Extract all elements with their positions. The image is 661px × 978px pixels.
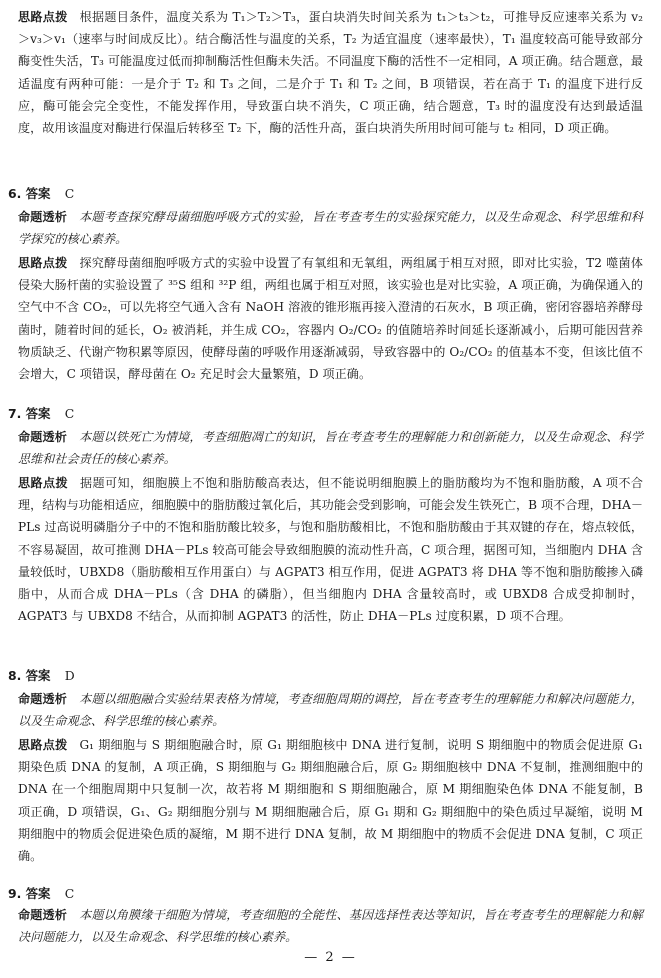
q7-thinking-label: 思路点拨 <box>18 476 69 490</box>
q9-analysis <box>18 904 643 948</box>
q8-analysis-text: 本题以细胞融合实验结果表格为情境，考查细胞周期的调控，旨在考查考生的理解能力和解决问题能力，以及生命观念、科学思维的核心素养。 <box>18 692 643 729</box>
q9-number: 9. <box>8 886 22 901</box>
q8-analysis-label: 命题透析 <box>18 692 68 706</box>
q5-thinking-text: 根据题目条件，温度关系为 T₁＞T₂＞T₃，蛋白块消失时间关系为 t₁＞t₃＞t₂，可推导反应速率关系为 v₂＞v₃＞v₁（速率与时间成反比）。结合酶活性与温度的关系，T₂ 为适宜温度（速率最快），T₁ 温度较高可能导致部分酶变性失活，T₃ 可能温度过低而抑制酶活性但酶未失活。不同温度下酶的活性不一定相同，A 项正确。结合题意，最适温度有两种可能：一是介于 T₂ 和 T₃ 之间，二是介于 T₁ 和 T₂ 之间，B 项错误，若在高于 T₁ 的温度下进行反应，酶可能会完全变性，不能发挥作用，导致蛋白块不消失，C 项正确，结合题意，T₃ 时的温度没有达到最适温度，故用该温度对酶进行保温后转移至 T₂ 下，酶的活性升高，蛋白块消失所用时间可能与 t₂ 相同，D 项正确。 <box>18 10 643 136</box>
q6-header <box>8 184 74 204</box>
q9-analysis-text: 本题以角膜缘干细胞为情境，考查细胞的全能性、基因选择性表达等知识，旨在考查考生的理解能力和解决问题能力，以及生命观念、科学思维的核心素养。 <box>18 908 643 945</box>
q6-thinking-block <box>18 252 643 385</box>
q8-thinking-label: 思路点拨 <box>18 738 68 752</box>
q6-thinking-label: 思路点拨 <box>18 256 68 270</box>
q6-analysis-text: 本题考查探究酵母菌细胞呼吸方式的实验，旨在考查考生的实验探究能力，以及生命观念、科学思维和科学探究的核心素养。 <box>18 210 643 247</box>
q6-answer-label: 答案 <box>25 186 51 201</box>
q8-header <box>8 666 75 686</box>
q6-answer: C <box>64 186 75 201</box>
q5-thinking <box>18 6 643 139</box>
q7-thinking-block <box>18 472 643 627</box>
q8-analysis-block <box>18 688 643 732</box>
q9-analysis-label: 命题透析 <box>18 908 68 922</box>
page-number: — 2 — <box>304 950 357 965</box>
q7-header <box>8 404 74 424</box>
q6-analysis-label: 命题透析 <box>18 210 68 224</box>
q7-analysis-label: 命题透析 <box>18 430 68 444</box>
q5-thinking-label: 思路点拨 <box>18 10 68 24</box>
q6-analysis-block <box>18 206 643 250</box>
q6-thinking-text: 探究酵母菌细胞呼吸方式的实验中设置了有氧组和无氧组，两组属于相互对照，即对比实验，T2 噬菌体侵染大肠杆菌的实验设置了 ³⁵S 组和 ³²P 组，两组也属于相互对照，该实验也是对比实验，A 项正确，为确保通入的空气中不含 CO₂，可以先将空气通入含有 NaOH 溶液的锥形瓶再接入澄清的石灰水，B 项正确，密闭容器培养酵母菌时，随着时间的延长，O₂ 被消耗，并生成 CO₂，容器内 O₂/CO₂ 的值随培养时间延长逐渐减小，后期可能因营养物质缺乏、代谢产物积累等原因，使酵母菌的呼吸作用逐渐减弱，导致容器中的 O₂/CO₂ 的值基本不变，但该比值不会增大，C 项错误，酵母菌在 O₂ 充足时会大量繁殖，D 项正确。 <box>18 256 643 382</box>
q7-number: 7. <box>8 406 22 421</box>
q8-number: 8. <box>8 668 22 683</box>
q8-thinking-text: G₁ 期细胞与 S 期细胞融合时，原 G₁ 期细胞核中 DNA 进行复制，说明 S 期细胞中的物质会促进原 G₁ 期染色质 DNA 的复制，A 项正确，S 期细胞与 G₂ 期细胞融合后，原 G₂ 期细胞核中 DNA 不复制，推测细胞中的 DNA 在一个细胞周期中只复制一次，故若将 M 期细胞和 S 期细胞融合，原 M 期细胞染色体 DNA 不能复制，B 项正确，D 项错误，G₁、G₂ 期细胞分别与 M 期细胞融合后，原 G₁ 期和 G₂ 期细胞中的染色质过早凝缩，说明 M 期细胞中的物质会促进染色质的凝缩，M 期不进行 DNA 复制，故 M 期细胞中的物质不会促进 DNA 复制，C 项正确。 <box>18 738 644 864</box>
q7-analysis-block <box>18 426 643 470</box>
q9-answer: C <box>64 886 75 901</box>
q5-thinking-block <box>18 6 643 139</box>
q8-analysis <box>18 688 643 732</box>
q9-analysis-block <box>18 904 643 948</box>
q7-thinking <box>18 472 643 627</box>
q8-answer: D <box>64 668 75 683</box>
q9-answer-label: 答案 <box>25 886 51 901</box>
q7-answer: C <box>64 406 75 421</box>
q6-thinking <box>18 252 643 385</box>
q9-header <box>8 884 74 904</box>
q7-thinking-text: 据题可知，细胞膜上不饱和脂肪酸高表达，但不能说明细胞膜上的脂肪酸均为不饱和脂肪酸，A 项不合理，结构与功能相适应，细胞膜中的脂肪酸过氧化后，其功能会受到影响，可能会发生铁死亡，B 项不合理，DHA－PLs 过高说明磷脂分子中的不饱和脂肪酸比较多，与饱和脂肪酸相比，不饱和脂肪酸由于其双键的存在，熔点较低，不容易凝固，故可推测 DHA－PLs 较高可能会导致细胞膜的流动性升高，C 项合理，据图可知，当细胞内 DHA 含量较低时，UBXD8（脂肪酸相互作用蛋白）与 AGPAT3 相互作用，促进 AGPAT3 将 DHA 等不饱和脂肪酸掺入磷脂中，从而合成 DHA－PLs（含 DHA 的磷脂），但当细胞内 DHA 含量较高时，或 UBXD8 合成受抑制时，AGPAT3 与 UBXD8 不结合，从而抑制 AGPAT3 的活性，防止 DHA－PLs 过度积累，D 项不合理。 <box>18 476 643 624</box>
q8-thinking <box>18 734 643 867</box>
q7-answer-label: 答案 <box>25 406 51 421</box>
q8-thinking-block <box>18 734 643 867</box>
q6-analysis <box>18 206 643 250</box>
q7-analysis <box>18 426 643 470</box>
q7-analysis-text: 本题以铁死亡为情境，考查细胞凋亡的知识，旨在考查考生的理解能力和创新能力，以及生命观念、科学思维和社会责任的核心素养。 <box>18 430 643 467</box>
q6-number: 6. <box>8 186 22 201</box>
q8-answer-label: 答案 <box>25 668 51 683</box>
